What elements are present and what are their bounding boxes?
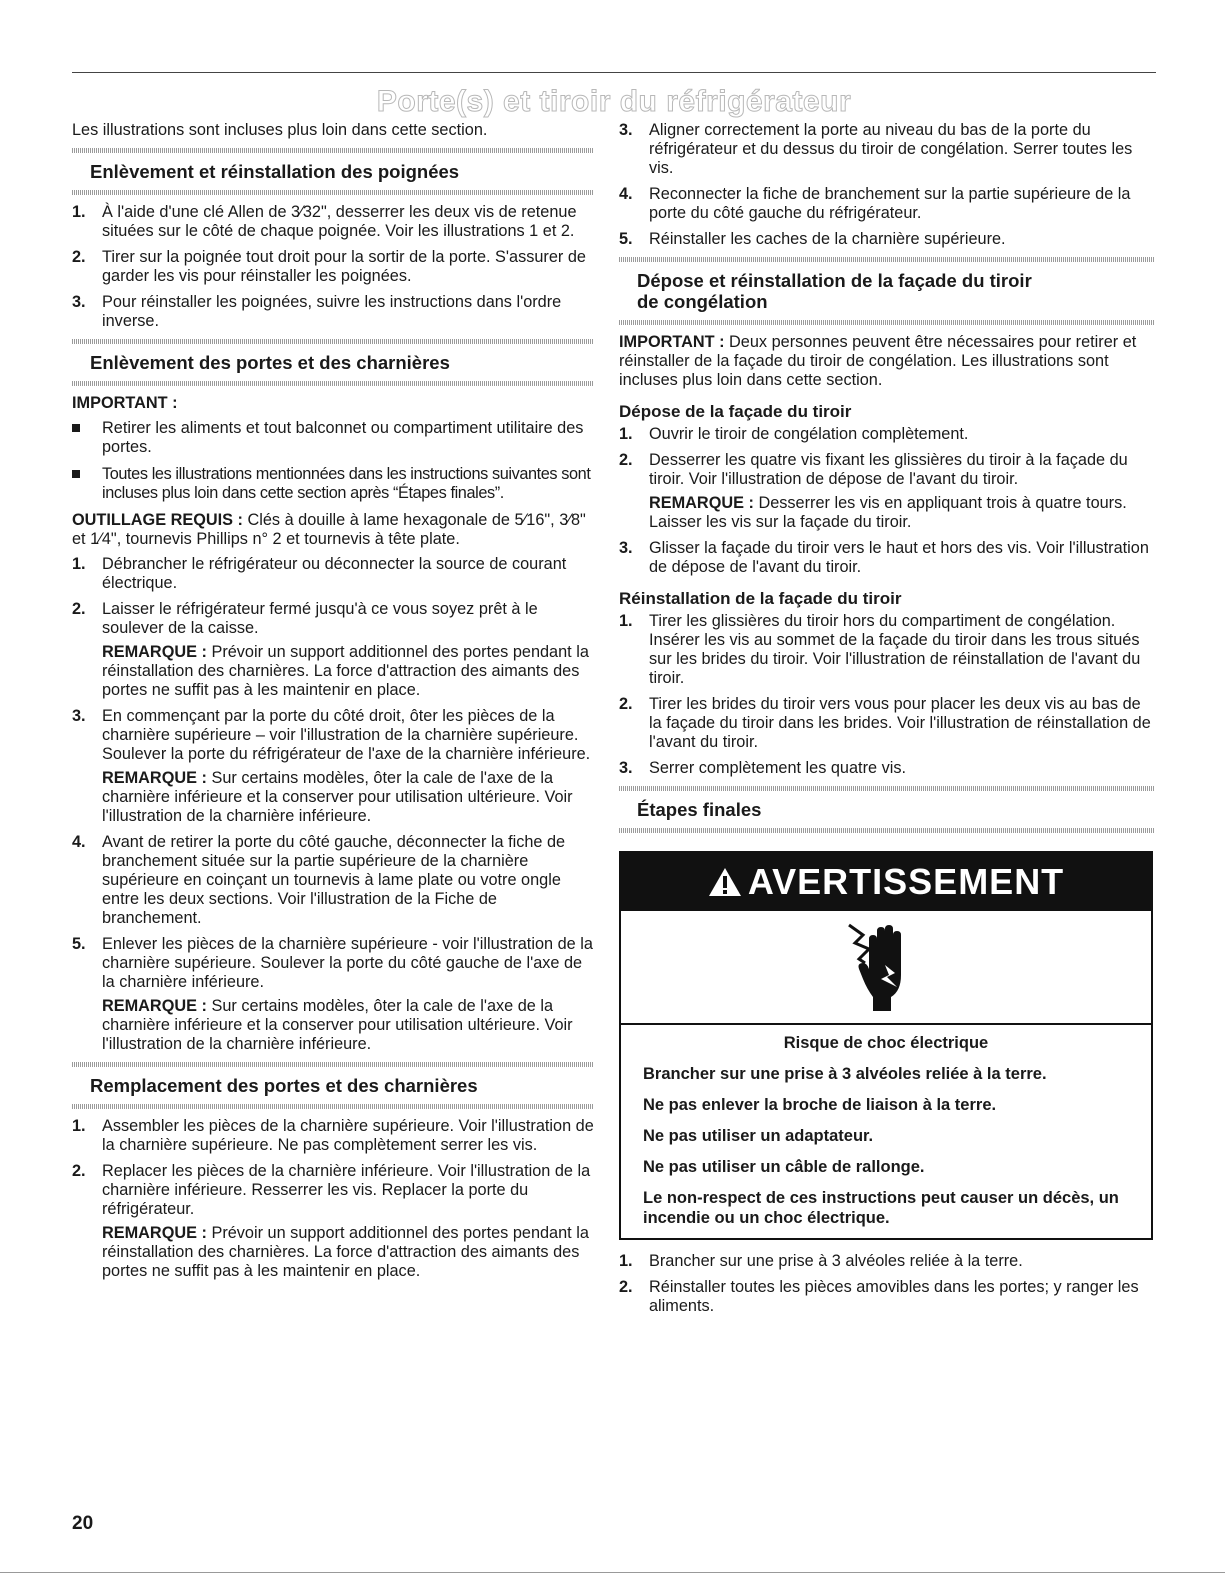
list-item: 2. Desserrer les quatre vis fixant les glissières du tiroir à la façade du tiroir. Voir l'illustration de dépose de l'avant du tiroir. REMARQUE : Desserrer les vis en appliquant trois à quatre tours. Laisser les vis sur la façade du tiroir. <box>619 451 1155 532</box>
list-item: Retirer les aliments et tout balconnet ou compartiment utilitaire des portes. <box>72 419 594 457</box>
list-item: 5. Réinstaller les caches de la charnière supérieure. <box>619 230 1006 248</box>
final-steps-heading: Étapes finales <box>637 799 762 820</box>
list-item: 4. Reconnecter la fiche de branchement sur la partie supérieure de la porte du côté gauche du réfrigérateur. <box>619 185 1131 222</box>
note: REMARQUE : Sur certains modèles, ôter la cale de l'axe de la charnière inférieure et la conserver pour utilisation ultérieure. Voir l'illustration de la charnière inférieure. <box>102 769 573 825</box>
warning-line: Brancher sur une prise à 3 alvéoles reliée à la terre. <box>643 1065 1047 1083</box>
list-item: 2. Réinstaller toutes les pièces amovibles dans les portes; y ranger les aliments. <box>619 1278 1139 1315</box>
list-item: Toutes les illustrations mentionnées dans les instructions suivantes sont incluses plus loin dans cette section après “Étapes finales”. <box>72 465 594 503</box>
section-divider <box>619 257 1155 262</box>
list-item: 3. En commençant par la porte du côté droit, ôter les pièces de la charnière supérieure – voir l'illustration de la charnière supérieure. Soulever la porte du réfrigérateur de l'axe de la charnière inférieure. REMARQUE : Sur certains modèles, ôter la cale de l'axe de la charnière inférieure et la conserver pour utilisation ultérieure. Voir l'illustration de la charnière inférieure. <box>72 707 594 826</box>
section-divider <box>619 828 1155 833</box>
list-item: 3. Glisser la façade du tiroir vers le haut et hors des vis. Voir l'illustration de dépose de l'avant du tiroir. <box>619 539 1149 576</box>
handles-steps <box>72 203 594 331</box>
warning-line: Ne pas utiliser un câble de rallonge. <box>643 1158 925 1176</box>
remove-drawer-steps <box>619 425 1155 577</box>
important-label: IMPORTANT : <box>72 394 178 412</box>
bottom-rule <box>0 1572 1225 1573</box>
drawer-heading: Dépose et réinstallation de la façade du tiroir de congélation <box>637 270 1032 312</box>
left-column <box>72 121 594 1288</box>
warning-consequence: Le non-respect de ces instructions peut causer un décès, un incendie ou un choc électrique. <box>643 1189 1119 1227</box>
doors-bullets <box>72 419 594 503</box>
section-divider <box>72 148 594 153</box>
bullet-icon <box>72 470 80 478</box>
list-item: 5. Enlever les pièces de la charnière supérieure - voir l'illustration de la charnière supérieure. Soulever la porte du côté gauche de l'axe de la charnière inférieure. REMARQUE : Sur certains modèles, ôter la cale de l'axe de la charnière inférieure et la conserver pour utilisation ultérieure. Voir l'illustration de la charnière inférieure. <box>72 935 593 1053</box>
warning-line: Ne pas enlever la broche de liaison à la terre. <box>643 1096 997 1114</box>
tools-paragraph: OUTILLAGE REQUIS : Clés à douille à lame hexagonale de 5⁄16", 3⁄8" et 1⁄4", tournevis Phillips n° 2 et tournevis à tête plate. <box>72 511 586 548</box>
page-number: 20 <box>72 1513 94 1534</box>
warning-line: Ne pas utiliser un adaptateur. <box>643 1127 874 1145</box>
list-item: 1. Débrancher le réfrigérateur ou déconnecter la source de courant électrique. <box>72 555 567 592</box>
reinstall-drawer-steps <box>619 612 1155 778</box>
doors-steps <box>72 555 594 1054</box>
section-divider <box>72 1104 594 1109</box>
list-item: 2. Tirer les brides du tiroir vers vous pour placer les deux vis au bas de la façade du tiroir dans les brides. Voir l'illustration de réinstallation de l'avant du tiroir. <box>619 695 1151 751</box>
replace-heading: Remplacement des portes et des charnières <box>90 1075 478 1096</box>
list-item: 2. Replacer les pièces de la charnière inférieure. Voir l'illustration de la charnière inférieure. Resserrer les vis. Replacer la porte du réfrigérateur. REMARQUE : Prévoir un support additionnel des portes pendant la réinstallation des charnières. La force d'attraction des aimants des portes ne suffit pas à les maintenir en place. <box>72 1162 594 1281</box>
electric-shock-hand-icon <box>845 919 925 1015</box>
remove-drawer-heading: Dépose de la façade du tiroir <box>619 402 852 421</box>
list-item: 3. Aligner correctement la porte au niveau du bas de la porte du réfrigérateur et du dessus du tiroir de congélation. Serrer toutes les vis. <box>619 121 1133 177</box>
note: REMARQUE : Desserrer les vis en appliquant trois à quatre tours. Laisser les vis sur la façade du tiroir. <box>649 494 1127 531</box>
doors-heading: Enlèvement des portes et des charnières <box>90 352 450 373</box>
section-divider <box>72 1062 594 1067</box>
list-item: 4. Avant de retirer la porte du côté gauche, déconnecter la fiche de branchement située sur la partie supérieure de la charnière supérieure en coinçant un tournevis à lame plate ou votre ongle entre les deux sections. Voir l'illustration de la Fiche de branchement. <box>72 833 566 927</box>
section-divider <box>72 190 594 195</box>
list-item: 3. Serrer complètement les quatre vis. <box>619 759 906 777</box>
right-column <box>619 121 1155 1323</box>
list-item: 2. Tirer sur la poignée tout droit pour la sortir de la porte. S'assurer de garder les vis pour réinstaller les poignées. <box>72 248 586 285</box>
list-item: 1. Brancher sur une prise à 3 alvéoles reliée à la terre. <box>619 1252 1023 1270</box>
intro-text: Les illustrations sont incluses plus loin dans cette section. <box>72 121 488 139</box>
warning-box <box>619 851 1153 1240</box>
note: REMARQUE : Prévoir un support additionnel des portes pendant la réinstallation des charnières. La force d'attraction des aimants des portes ne suffit pas à les maintenir en place. <box>102 1224 589 1280</box>
warning-header <box>621 853 1151 911</box>
note: REMARQUE : Sur certains modèles, ôter la cale de l'axe de la charnière inférieure et la conserver pour utilisation ultérieure. Voir l'illustration de la charnière inférieure. <box>102 997 573 1053</box>
section-divider <box>619 320 1155 325</box>
bullet-icon <box>72 424 80 432</box>
list-item: 1. Assembler les pièces de la charnière supérieure. Voir l'illustration de la charnière supérieure. Ne pas complètement serrer les vis. <box>72 1117 594 1154</box>
final-steps <box>619 1252 1155 1316</box>
list-item: 1. À l'aide d'une clé Allen de 3⁄32", desserrer les deux vis de retenue situées sur le côté de chaque poignée. Voir les illustrations 1 et 2. <box>72 203 577 240</box>
replace-steps-continued <box>619 121 1155 249</box>
warning-title: AVERTISSEMENT <box>747 861 1065 902</box>
warning-risk: Risque de choc électrique <box>783 1034 989 1052</box>
replace-steps <box>72 1117 594 1281</box>
section-divider <box>72 339 594 344</box>
section-divider <box>619 786 1155 791</box>
warning-triangle-icon <box>708 867 742 897</box>
list-item: 1. Ouvrir le tiroir de congélation complètement. <box>619 425 969 443</box>
note: REMARQUE : Prévoir un support additionnel des portes pendant la réinstallation des charnières. La force d'attraction des aimants des portes ne suffit pas à les maintenir en place. <box>102 643 589 699</box>
reinstall-drawer-heading: Réinstallation de la façade du tiroir <box>619 589 902 608</box>
handles-heading: Enlèvement et réinstallation des poignées <box>90 161 460 182</box>
top-rule <box>72 72 1156 73</box>
list-item: 2. Laisser le réfrigérateur fermé jusqu'à ce vous soyez prêt à le soulever de la caisse. REMARQUE : Prévoir un support additionnel des portes pendant la réinstallation des charnières. La force d'attraction des aimants des portes ne suffit pas à les maintenir en place. <box>72 600 594 700</box>
drawer-important: IMPORTANT : Deux personnes peuvent être nécessaires pour retirer et réinstaller de la façade du tiroir de congélation. Les illustrations sont incluses plus loin dans cette section. <box>619 333 1137 389</box>
page-title: Porte(s) et tiroir du réfrigérateur <box>376 85 852 118</box>
list-item: 1. Tirer les glissières du tiroir hors du compartiment de congélation. Insérer les vis au sommet de la façade du tiroir dans les trous situés sur les brides du tiroir. Voir l'illustration de réinstallation de l'avant du tiroir. <box>619 612 1141 687</box>
section-divider <box>72 381 594 386</box>
list-item: 3. Pour réinstaller les poignées, suivre les instructions dans l'ordre inverse. <box>72 293 562 330</box>
